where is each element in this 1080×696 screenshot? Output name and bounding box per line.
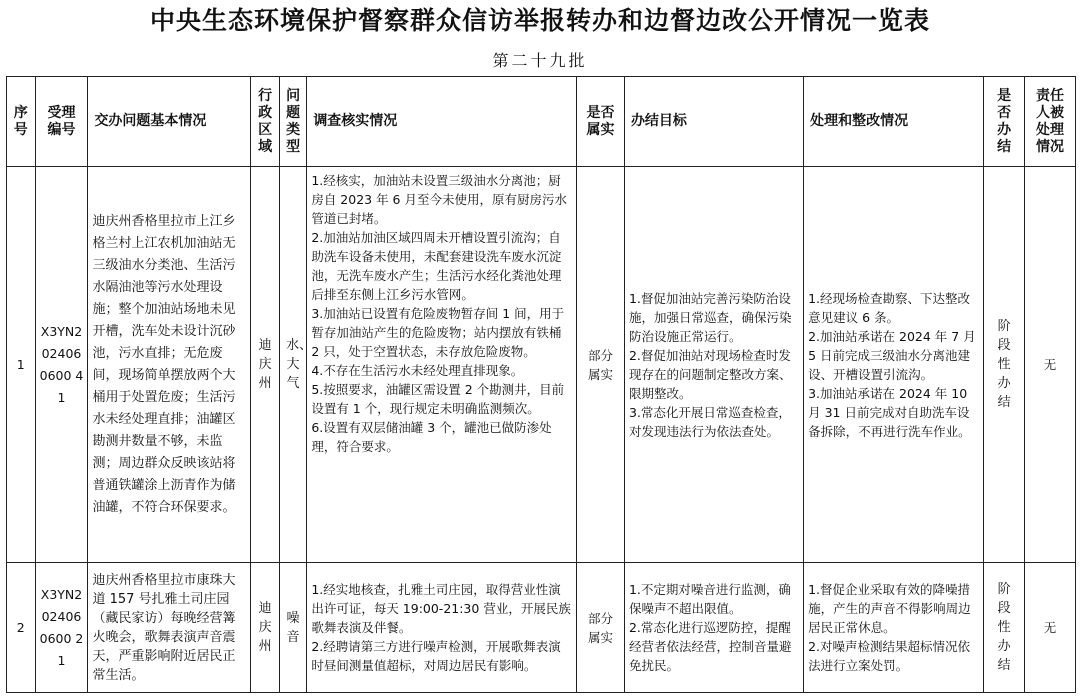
cell-seq: 2 [7, 563, 36, 693]
header-closed: 是否办结 [984, 77, 1025, 167]
cell-investigation [307, 563, 577, 693]
header-problem: 交办问题基本情况 [88, 77, 251, 167]
header-verified: 是否属实 [577, 77, 625, 167]
header-receipt-no: 受理编号 [35, 77, 88, 167]
cell-problem: 迪庆州香格里拉市康珠大道 157 号扎雅土司庄园（藏民家访）每晚经营篝火晚会，歌舞表演声音震天，严重影响附近居民正常生活。 [88, 563, 251, 693]
goal-item: 1.不定期对噪音进行监测，确保噪声不超出限值。 [628, 582, 791, 616]
cell-rectification [804, 563, 984, 693]
investigation-item: 3.加油站已设置有危险废物暂存间 1 间，用于暂存加油站产生的危险废物；站内摆放有铁桶 2 只，处于空置状态，未存放危险废物。 [311, 306, 565, 359]
rectification-item: 1.经现场检查勘察、下达整改意见建议 6 条。 [808, 290, 971, 325]
header-investigation: 调查核实情况 [307, 77, 577, 167]
investigation-item: 6.设置有双层储油罐 3 个，罐池已做防渗处理，符合要求。 [311, 420, 552, 454]
investigation-item: 4.不存在生活污水未经处理直排现象。 [311, 363, 524, 378]
header-rectification: 处理和整改情况 [804, 77, 984, 167]
cell-problem-type: 水、大气 [279, 167, 306, 563]
investigation-item: 2.加油站加油区域四周未开槽设置引流沟；自助洗车设备未使用，未配套建设洗车废水沉淀池，无洗车废水产生；生活污水经化粪池处理后排至东侧上江乡污水管网。 [311, 230, 562, 302]
cell-district: 迪庆州 [251, 563, 280, 693]
cell-verified: 部分属实 [577, 563, 625, 693]
cell-closed: 阶段性办结 [984, 563, 1025, 693]
goal-item: 2.常态化进行巡逻防控，提醒经营者依法经营，控制音量避免扰民。 [628, 620, 792, 673]
cell-accountability: 无 [1025, 563, 1076, 693]
batch-label: 第二十九批 [492, 51, 588, 70]
goal-item: 2.督促加油站对现场检查时发现存在的问题制定整改方案、限期整改。 [628, 347, 792, 401]
cell-accountability: 无 [1025, 167, 1076, 563]
report-table [6, 76, 1076, 693]
rectification-item: 3.加油站承诺在 2024 年 10 月 31 日前完成对自助洗车设备拆除，不再进行洗车作业。 [808, 385, 971, 439]
header-goal: 办结目标 [624, 77, 803, 167]
cell-verified: 部分属实 [577, 167, 625, 563]
header-district: 行政区域 [251, 77, 280, 167]
cell-goal [624, 563, 803, 693]
header-seq: 序号 [7, 77, 36, 167]
cell-receipt-no: X3YN2024060600 41 [35, 167, 88, 563]
rectification-item: 2.加油站承诺在 2024 年 7 月 5 日前完成三级油水分离池建设、开槽设置引流沟。 [808, 328, 976, 382]
cell-investigation [307, 167, 577, 563]
header-problem-type: 问题类型 [279, 77, 306, 167]
table-row [7, 563, 1076, 693]
cell-closed: 阶段性办结 [984, 167, 1025, 563]
goal-item: 3.常态化开展日常巡查检查，对发现违法行为依法查处。 [628, 404, 791, 439]
document-title: 中央生态环境保护督察群众信访举报转办和边督边改公开情况一览表 [149, 6, 930, 35]
cell-receipt-no: X3YN2024060600 21 [35, 563, 88, 693]
investigation-item: 5.按照要求，油罐区需设置 2 个勘测井，目前设置有 1 个，现行规定未明确监测频次。 [311, 382, 565, 416]
rectification-item: 2.对噪声检测结果超标情况依法进行立案处罚。 [808, 639, 971, 673]
table-header-row [7, 77, 1076, 167]
investigation-item: 1.经实地核查，扎雅土司庄园，取得营业性演出许可证，每天 19:00-21:30 营业，开展民族歌舞表演及伴餐。 [311, 582, 571, 635]
table-row [7, 167, 1076, 563]
investigation-item: 1.经核实，加油站未设置三级油水分离池；厨房自 2023 年 6 月至今未使用，原有厨房污水管道已封堵。 [311, 173, 567, 226]
cell-problem-type: 噪音 [279, 563, 306, 693]
cell-seq: 1 [7, 167, 36, 563]
cell-goal [624, 167, 803, 563]
cell-district: 迪庆州 [251, 167, 280, 563]
investigation-item: 2.经聘请第三方进行噪声检测，开展歌舞表演时昼间测量值超标，对周边居民有影响。 [311, 639, 561, 673]
goal-item: 1.督促加油站完善污染防治设施，加强日常巡查，确保污染防治设施正常运行。 [628, 290, 792, 344]
cell-problem: 迪庆州香格里拉市上江乡格兰村上江农机加油站无三级油水分类池、生活污水隔油池等污水处理设施；整个加油站场地未见开槽，洗车处未设计沉砂池，污水直排；无危废间，现场简单摆放两个大桶用于处置危废；生活污水未经处理直排；油罐区勘测井数量不够，未监测；周边群众反映该站将普通铁罐涂上沥青作为储油罐，不符合环保要求。 [88, 167, 251, 563]
header-accountability: 责任人被处理情况 [1025, 77, 1076, 167]
rectification-item: 1.督促企业采取有效的降噪措施，产生的声音不得影响周边居民正常休息。 [808, 582, 971, 635]
cell-rectification [804, 167, 984, 563]
